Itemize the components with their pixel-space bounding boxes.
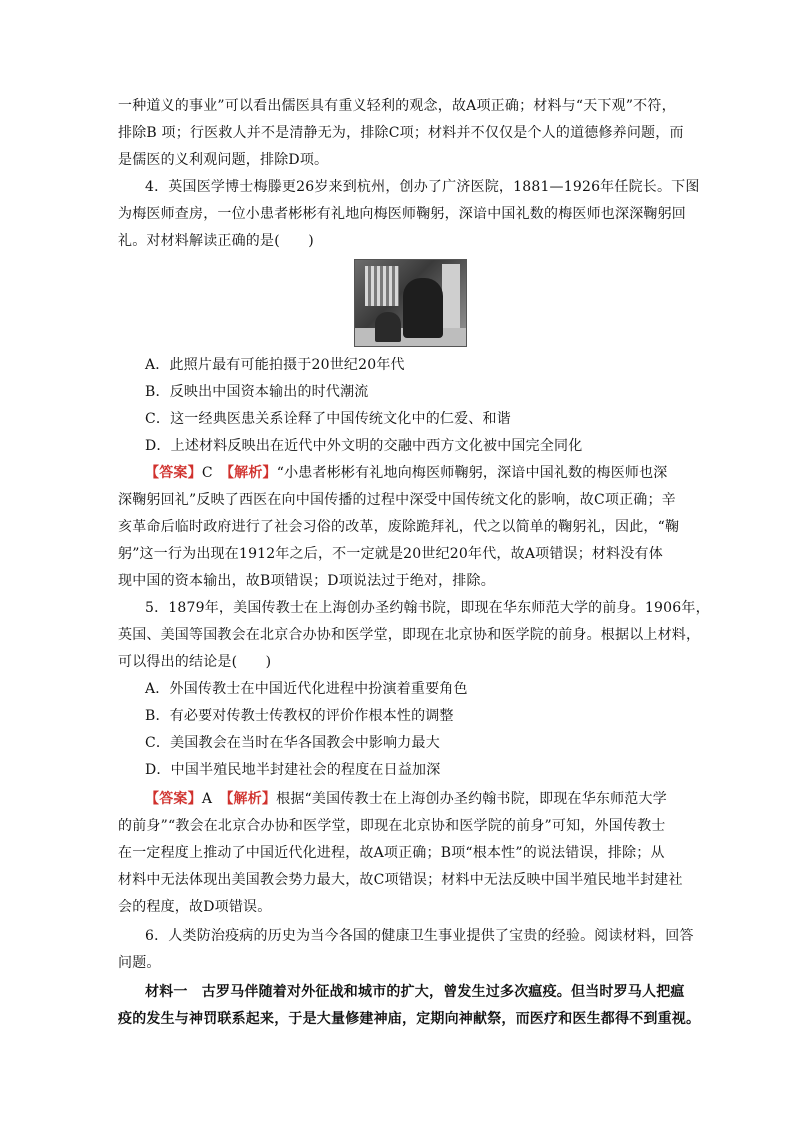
q5-answer-line (145, 789, 678, 809)
photo-window (365, 266, 399, 306)
q5-option-b: B．有必要对传教士传教权的评价作根本性的调整 (145, 708, 454, 724)
q4-option-d: D．上述材料反映出在近代中外文明的交融中西方文化被中国完全同化 (145, 438, 583, 454)
q4-option-a: A．此照片最有可能拍摄于20世纪20年代 (145, 357, 405, 373)
q5-stem-line: 英国、美国等国教会在北京合办协和医学堂，即现在北京协和医学院的前身。根据以上材料， (118, 627, 701, 643)
q5-analysis-line: 材料中无法体现出美国教会势力最大，故C项错误；材料中无法反映中国半殖民地半封建社 (118, 872, 683, 888)
q4-analysis-line: 亥革命后临时政府进行了社会习俗的改革，废除跪拜礼，代之以简单的鞠躬礼，因此，“鞠 (118, 519, 680, 535)
q5-option-a: A．外国传教士在中国近代化进程中扮演着重要角色 (145, 681, 468, 697)
analysis-tag: 【解析】 (226, 791, 277, 807)
text-line: 是儒医的义利观问题，排除D项。 (118, 152, 329, 168)
photo-child-figure (375, 312, 401, 342)
text-line: 排除B 项；行医救人并不是清静无为，排除C项；材料并不仅仅是个人的道德修养问题，而 (118, 125, 684, 141)
photo-doctor-figure (403, 278, 443, 338)
q4-stem-line: 为梅医师查房，一位小患者彬彬有礼地向梅医师鞠躬，深谙中国礼数的梅医师也深深鞠躬回 (118, 206, 686, 222)
q4-answer-line (145, 463, 678, 483)
text-line: 一种道义的事业”可以看出儒医具有重义轻利的观念，故A项正确；材料与“天下观”不符， (118, 98, 676, 114)
q5-option-d: D．中国半殖民地半封建社会的程度在日益加深 (145, 762, 441, 778)
q5-analysis-line: 的前身”“教会在北京合办协和医学堂，即现在北京协和医学院的前身”可知，外国传教士 (118, 818, 666, 834)
q5-option-c: C．美国教会在当时在华各国教会中影响力最大 (145, 735, 440, 751)
analysis-text: “小患者彬彬有礼地向梅医师鞠躬，深谙中国礼数的梅医师也深 (276, 465, 668, 481)
answer-tag: 【答案】 (145, 791, 202, 807)
q5-stem-line: 5．1879年，美国传教士在上海创办圣约翰书院，即现在华东师范大学的前身。1906年， (145, 600, 710, 616)
doctor-rounds-photo (354, 259, 467, 347)
q4-analysis-line: 躬”这一行为出现在1912年之后，不一定就是20世纪20年代，故A项错误；材料没有体 (118, 546, 663, 562)
q6-stem-line: 6．人类防治疫病的历史为当今各国的健康卫生事业提供了宝贵的经验。阅读材料，回答 (145, 928, 694, 944)
q4-stem-line: 4．英国医学博士梅滕更26岁来到杭州，创办了广济医院，1881—1926年任院长。下图 (145, 179, 700, 195)
analysis-text: 根据“美国传教士在上海创办圣约翰书院，即现在华东师范大学 (276, 791, 667, 807)
answer-value: A (201, 791, 213, 807)
q6-material-line: 材料一 古罗马伴随着对外征战和城市的扩大，曾发生过多次瘟疫。但当时罗马人把瘟 (145, 984, 685, 1000)
photo-door (442, 264, 460, 334)
answer-tag: 【答案】 (145, 465, 202, 481)
answer-value: C (201, 465, 213, 481)
analysis-tag: 【解析】 (226, 465, 277, 481)
q6-stem-line: 问题。 (118, 955, 161, 971)
q5-analysis-line: 会的程度，故D项错误。 (118, 899, 272, 915)
q4-option-b: B．反映出中国资本输出的时代潮流 (145, 384, 369, 400)
q4-option-c: C．这一经典医患关系诠释了中国传统文化中的仁爱、和谐 (145, 411, 511, 427)
q4-analysis-line: 现中国的资本输出，故B项错误；D项说法过于绝对，排除。 (118, 573, 495, 589)
q5-analysis-line: 在一定程度上推动了中国近代化进程，故A项正确；B项“根本性”的说法错误，排除；从 (118, 845, 665, 861)
q5-stem-line: 可以得出的结论是( ) (118, 654, 272, 670)
q4-stem-line: 礼。对材料解读正确的是( ) (118, 233, 314, 249)
q4-analysis-line: 深鞠躬回礼”反映了西医在向中国传播的过程中深受中国传统文化的影响，故C项正确；辛 (118, 492, 676, 508)
q6-material-line: 疫的发生与神罚联系起来，于是大量修建神庙，定期向神献祭，而医疗和医生都得不到重视。 (118, 1011, 701, 1027)
